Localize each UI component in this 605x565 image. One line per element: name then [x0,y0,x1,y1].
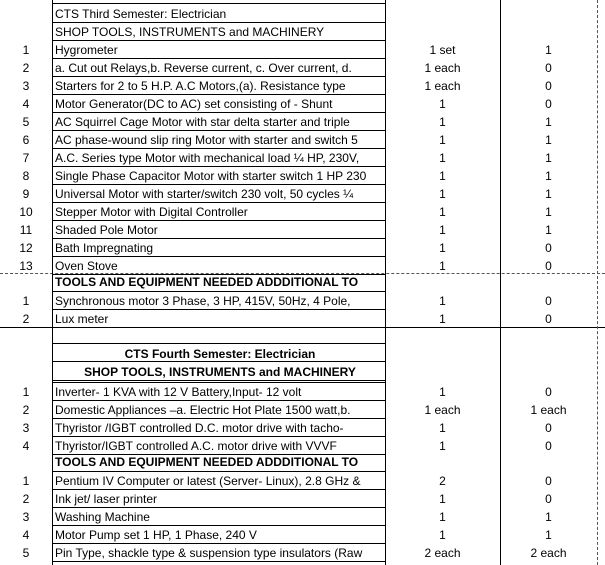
section-heading: SHOP TOOLS, INSTRUMENTS and MACHINERY [84,365,356,379]
description-cell: Oven Stove [55,259,118,273]
table-row [0,131,605,149]
description-cell: a. Cut out Relays,b. Reverse current, c. Over current, d. [55,61,352,75]
quantity-cell: 1 [439,151,446,165]
serial-number-cell: 2 [22,403,30,417]
description-cell: Thyristor /IGBT controlled D.C. motor drive with tacho- [55,421,344,435]
section-heading: SHOP TOOLS, INSTRUMENTS and MACHINERY [55,25,325,39]
serial-number-cell: 4 [22,528,30,542]
quantity-cell: 1 [439,421,446,435]
table-row [0,59,605,77]
description-cell: Pin Type, shackle type & suspension type insulators (Raw [55,546,363,560]
quantity-cell: 1 [439,259,446,273]
section-heading-row [0,23,605,41]
requirement-cell: 1 [545,169,552,183]
table-row [0,526,605,544]
description-cell: Thyristor/IGBT controlled A.C. motor drive with VVVF [55,439,337,453]
quantity-cell: 2 [439,474,446,488]
serial-number-cell: 1 [22,385,30,399]
requirement-cell: 1 each [530,403,567,417]
section-heading: CTS Fourth Semester: Electrician [124,347,316,361]
grid-line-horizontal [52,343,385,344]
serial-number-cell: 3 [22,510,30,524]
requirement-cell: 0 [545,474,552,488]
requirement-cell: 0 [545,61,552,75]
requirement-cell: 0 [545,312,552,326]
requirement-cell: 0 [545,385,552,399]
description-cell: Motor Generator(DC to AC) set consisting of - Shunt [55,97,333,111]
description-cell: AC Squirrel Cage Motor with star delta starter and triple [55,115,350,129]
description-cell: Inverter- 1 KVA with 12 V Battery,Input- 12 volt [55,385,302,399]
quantity-cell: 1 set [429,43,456,57]
serial-number-cell: 2 [22,61,30,75]
quantity-cell: 1 [439,133,446,147]
quantity-cell: 1 each [424,79,461,93]
requirement-cell: 0 [545,241,552,255]
serial-number-cell: 3 [22,421,30,435]
table-row [0,77,605,95]
description-cell: Hygrometer [55,43,118,57]
quantity-cell: 1 [439,312,446,326]
requirement-cell: 2 each [530,546,567,560]
serial-number-cell: 11 [19,223,33,237]
section-heading-row [0,345,605,363]
quantity-cell: 1 [439,187,446,201]
description-cell: AC phase-wound slip ring Motor with starter and switch 5 [55,133,358,147]
table-row [0,310,605,328]
quantity-cell: 1 [439,115,446,129]
serial-number-cell: 2 [22,492,30,506]
quantity-cell: 1 each [424,403,461,417]
serial-number-cell: 13 [19,259,33,273]
description-cell: Starters for 2 to 5 H.P. A.C Motors,(a). Resistance type [55,79,346,93]
serial-number-cell: 5 [22,115,30,129]
table-row [0,113,605,131]
table-row [0,167,605,185]
description-cell: Single Phase Capacitor Motor with starter switch 1 HP 230 [55,169,367,183]
table-row [0,185,605,203]
section-heading: TOOLS AND EQUIPMENT NEEDED ADDDITIONAL TO [55,455,359,469]
serial-number-cell: 6 [22,133,30,147]
description-cell: Motor Pump set 1 HP, 1 Phase, 240 V [55,528,257,542]
requirement-cell: 1 [545,133,552,147]
description-cell: Universal Motor with starter/switch 230 volt, 50 cycles ¼ [55,187,354,201]
table-row [0,239,605,257]
requirement-cell: 1 [545,205,552,219]
serial-number-cell: 9 [22,187,30,201]
description-cell: Washing Machine [55,510,150,524]
quantity-cell: 1 [439,385,446,399]
quantity-cell: 1 each [424,61,461,75]
serial-number-cell: 1 [22,43,30,57]
serial-number-cell: 4 [22,439,30,453]
quantity-cell: 1 [439,492,446,506]
quantity-cell: 2 each [424,546,461,560]
table-row [0,544,605,562]
requirement-cell: 1 [545,223,552,237]
section-heading-row [0,273,605,291]
requirement-cell: 1 [545,187,552,201]
quantity-cell: 1 [439,439,446,453]
table-row [0,383,605,401]
table-row [0,490,605,508]
section-heading: TOOLS AND EQUIPMENT NEEDED ADDDITIONAL TO [55,275,359,289]
description-cell: Pentium IV Computer or latest (Server- Linux), 2.8 GHz & [55,474,361,488]
serial-number-cell: 4 [22,97,30,111]
table-row [0,401,605,419]
quantity-cell: 1 [439,205,446,219]
section-heading-row [0,5,605,23]
table-row [0,292,605,310]
requirement-cell: 0 [545,492,552,506]
serial-number-cell: 5 [22,546,30,560]
table-row [0,203,605,221]
description-cell: Bath Impregnating [55,241,154,255]
description-cell: Domestic Appliances –a. Electric Hot Plate 1500 watt,b. [55,403,351,417]
description-cell: Shaded Pole Motor [55,223,158,237]
requirement-cell: 1 [545,43,552,57]
table-row [0,472,605,490]
section-heading: CTS Third Semester: Electrician [55,7,227,21]
quantity-cell: 1 [439,223,446,237]
requirement-cell: 0 [545,439,552,453]
table-row [0,41,605,59]
serial-number-cell: 3 [22,79,30,93]
quantity-cell: 1 [439,169,446,183]
requirement-cell: 1 [545,115,552,129]
description-cell: Stepper Motor with Digital Controller [55,205,248,219]
quantity-cell: 1 [439,528,446,542]
quantity-cell: 1 [439,510,446,524]
table-row [0,508,605,526]
requirement-cell: 1 [545,510,552,524]
section-heading-row [0,363,605,381]
description-cell: Lux meter [55,312,109,326]
serial-number-cell: 2 [22,312,30,326]
serial-number-cell: 1 [22,294,30,308]
section-heading-row [0,453,605,471]
serial-number-cell: 7 [22,151,30,165]
serial-number-cell: 10 [19,205,33,219]
table-row [0,221,605,239]
grid-line-horizontal [52,3,385,4]
description-cell: Synchronous motor 3 Phase, 3 HP, 415V, 50Hz, 4 Pole, [55,294,351,308]
serial-number-cell: 1 [22,474,30,488]
table-row [0,95,605,113]
requirement-cell: 0 [545,421,552,435]
serial-number-cell: 8 [22,169,30,183]
description-cell: Ink jet/ laser printer [55,492,158,506]
requirement-cell: 0 [545,79,552,93]
requirement-cell: 0 [545,259,552,273]
serial-number-cell: 12 [19,241,33,255]
quantity-cell: 1 [439,241,446,255]
table-row [0,149,605,167]
table-row [0,419,605,437]
requirement-cell: 1 [545,151,552,165]
description-cell: A.C. Series type Motor with mechanical load ¼ HP, 230V, [55,151,360,165]
quantity-cell: 1 [439,97,446,111]
requirement-cell: 1 [545,528,552,542]
requirement-cell: 0 [545,294,552,308]
requirement-cell: 0 [545,97,552,111]
quantity-cell: 1 [439,294,446,308]
